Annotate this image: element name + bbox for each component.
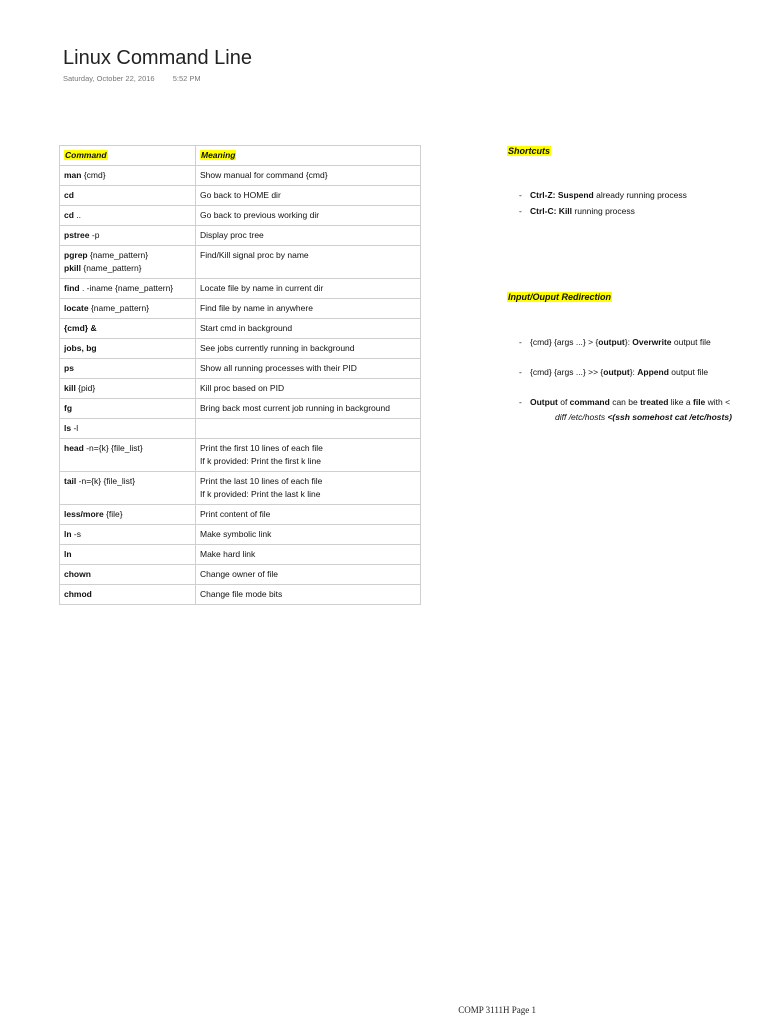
command-line xyxy=(64,342,191,355)
command-text-part: locate xyxy=(64,303,89,313)
meaning-cell xyxy=(196,319,421,339)
redirection-part: Append xyxy=(637,367,669,377)
shortcuts-heading xyxy=(507,146,551,156)
shortcut-part: Ctrl-C: Kill xyxy=(530,206,573,216)
command-line xyxy=(64,282,191,295)
table-row xyxy=(60,299,421,319)
command-line xyxy=(64,588,191,601)
table-row xyxy=(60,399,421,419)
meaning-cell xyxy=(196,565,421,585)
meaning-cell xyxy=(196,166,421,186)
bullet-dash: - xyxy=(519,397,522,407)
meaning-text: Make symbolic link xyxy=(200,529,272,539)
table-row xyxy=(60,419,421,439)
meaning-cell xyxy=(196,359,421,379)
redirection-item xyxy=(519,367,708,377)
command-cell xyxy=(60,419,196,439)
meaning-text: Start cmd in background xyxy=(200,323,293,333)
meaning-text: Find file by name in anywhere xyxy=(200,303,313,313)
command-cell xyxy=(60,299,196,319)
command-line xyxy=(64,229,191,242)
table-row xyxy=(60,379,421,399)
command-text-part: -p xyxy=(89,230,100,240)
command-text-part: {file} xyxy=(103,509,123,519)
table-row xyxy=(60,472,421,505)
command-cell xyxy=(60,505,196,525)
shortcut-item xyxy=(519,206,635,216)
redirection-part: }: xyxy=(629,367,638,377)
commands-table xyxy=(59,145,421,605)
command-text-part: {pid} xyxy=(75,383,96,393)
table-row xyxy=(60,545,421,565)
meaning-cell xyxy=(196,545,421,565)
header-command: Command xyxy=(65,150,107,160)
command-text-part: ps xyxy=(64,363,74,373)
command-text-part: -n={k} {file_list} xyxy=(83,443,143,453)
table-row xyxy=(60,359,421,379)
command-cell xyxy=(60,565,196,585)
redirection-example-part: diff /etc/hosts xyxy=(555,412,608,422)
command-text-part: {cmd} xyxy=(81,170,106,180)
command-cell xyxy=(60,359,196,379)
shortcut-item xyxy=(519,190,687,200)
redirection-part: can be xyxy=(609,397,641,407)
command-text-part: -n={k} {file_list} xyxy=(76,476,136,486)
command-text-part: cd xyxy=(64,210,74,220)
meaning-text: Show all running processes with their PID xyxy=(200,363,357,373)
command-text-part: -s xyxy=(71,529,82,539)
command-cell xyxy=(60,439,196,472)
command-text-part: {cmd} & xyxy=(64,323,97,333)
table-row xyxy=(60,585,421,605)
bullet-dash: - xyxy=(519,190,522,200)
command-text-part: {name_pattern} xyxy=(81,263,142,273)
redirection-part: output xyxy=(598,337,625,347)
command-cell xyxy=(60,226,196,246)
command-line xyxy=(64,189,191,202)
command-cell xyxy=(60,545,196,565)
redirection-part: Overwrite xyxy=(632,337,672,347)
table-row xyxy=(60,505,421,525)
shortcuts-heading-text: Shortcuts xyxy=(508,146,551,156)
page-footer: COMP 3111H Page 1 xyxy=(458,1005,536,1015)
meaning-text: Go back to previous working dir xyxy=(200,210,320,220)
command-text-part: chown xyxy=(64,569,91,579)
table-row xyxy=(60,246,421,279)
meaning-cell xyxy=(196,525,421,545)
command-cell xyxy=(60,279,196,299)
header-meaning: Meaning xyxy=(201,150,236,160)
command-text-part: chmod xyxy=(64,589,92,599)
command-text-part: ln xyxy=(64,529,72,539)
meaning-cell xyxy=(196,246,421,279)
table-row xyxy=(60,166,421,186)
shortcut-part: running process xyxy=(572,206,635,216)
command-text-part: .. xyxy=(73,210,82,220)
table-row xyxy=(60,565,421,585)
command-text-part: head xyxy=(64,443,84,453)
table-row xyxy=(60,226,421,246)
command-text-part: {name_pattern} xyxy=(88,303,150,313)
redirection-part: Output xyxy=(530,397,558,407)
command-cell xyxy=(60,206,196,226)
meaning-cell xyxy=(196,226,421,246)
meaning-cell xyxy=(196,399,421,419)
command-line xyxy=(64,362,191,375)
redirection-part: with < xyxy=(705,397,731,407)
redirection-part: file xyxy=(693,397,706,407)
table-row xyxy=(60,319,421,339)
command-line xyxy=(64,548,191,561)
command-line xyxy=(64,442,191,455)
command-text-part: ls xyxy=(64,423,72,433)
meaning-cell xyxy=(196,472,421,505)
table-row xyxy=(60,279,421,299)
meaning-text: Print content of file xyxy=(200,509,271,519)
redirection-example xyxy=(555,412,732,422)
command-cell xyxy=(60,166,196,186)
meaning-text: Print the last 10 lines of each file xyxy=(200,476,323,486)
table-row xyxy=(60,439,421,472)
command-text-part: ln xyxy=(64,549,72,559)
command-line xyxy=(64,475,191,488)
command-text-part: jobs, bg xyxy=(64,343,97,353)
command-text-part: pstree xyxy=(64,230,90,240)
meaning-text: Kill proc based on PID xyxy=(200,383,285,393)
redirection-heading-text: Input/Ouput Redirection xyxy=(508,292,611,302)
meaning-text: Change owner of file xyxy=(200,569,278,579)
command-text-part: kill xyxy=(64,383,76,393)
table-row xyxy=(60,525,421,545)
command-text-part: less/more xyxy=(64,509,104,519)
table-row xyxy=(60,339,421,359)
command-line xyxy=(64,322,191,335)
meaning-text: See jobs currently running in background xyxy=(200,343,355,353)
shortcut-part: Ctrl-Z: Suspend xyxy=(530,190,594,200)
command-cell xyxy=(60,472,196,505)
command-text-part: pgrep xyxy=(64,250,88,260)
meaning-cell xyxy=(196,186,421,206)
command-text-part: man xyxy=(64,170,82,180)
command-cell xyxy=(60,379,196,399)
page-time: 5:52 PM xyxy=(172,74,201,83)
command-text-part: . -iname {name_pattern} xyxy=(79,283,174,293)
page-date: Saturday, October 22, 2016 xyxy=(63,74,155,83)
meaning-text: Print the first 10 lines of each file xyxy=(200,443,323,453)
redirection-part: command xyxy=(569,397,610,407)
command-line xyxy=(64,402,191,415)
meaning-text: Bring back most current job running in background xyxy=(200,403,390,413)
command-cell xyxy=(60,585,196,605)
command-text-part: cd xyxy=(64,190,74,200)
shortcut-part: already running process xyxy=(593,190,687,200)
meaning-text: Display proc tree xyxy=(200,230,264,240)
command-text-part: {name_pattern} xyxy=(87,250,149,260)
command-text-part: fg xyxy=(64,403,73,413)
command-text-part: tail xyxy=(64,476,77,486)
command-line xyxy=(64,302,191,315)
redirection-part: {cmd} {args ...} > { xyxy=(530,337,599,347)
redirection-example-part: <(ssh somehost cat /etc/hosts) xyxy=(607,412,732,422)
page-meta xyxy=(63,74,201,83)
redirection-heading xyxy=(507,292,612,302)
meaning-cell xyxy=(196,379,421,399)
bullet-dash: - xyxy=(519,367,522,377)
table-row xyxy=(60,206,421,226)
meaning-text: If k provided: Print the last k line xyxy=(200,489,321,499)
meaning-cell xyxy=(196,299,421,319)
meaning-cell xyxy=(196,419,421,439)
command-text-part: find xyxy=(64,283,80,293)
redirection-part: treated xyxy=(640,397,669,407)
table-row xyxy=(60,186,421,206)
meaning-text: Go back to HOME dir xyxy=(200,190,281,200)
meaning-text: Make hard link xyxy=(200,549,256,559)
command-text-part: pkill xyxy=(64,263,82,273)
page-title: Linux Command Line xyxy=(63,47,252,69)
meaning-text: Find/Kill signal proc by name xyxy=(200,250,309,260)
redirection-part: output xyxy=(603,367,630,377)
meaning-cell xyxy=(196,339,421,359)
command-line xyxy=(64,568,191,581)
redirection-part: output file xyxy=(671,337,711,347)
redirection-part: {cmd} {args ...} >> { xyxy=(530,367,604,377)
meaning-text: Locate file by name in current dir xyxy=(200,283,324,293)
command-line xyxy=(64,249,191,262)
bullet-dash: - xyxy=(519,337,522,347)
meaning-cell xyxy=(196,279,421,299)
redirection-item xyxy=(519,337,711,347)
command-cell xyxy=(60,399,196,419)
command-cell xyxy=(60,186,196,206)
meaning-text: Change file mode bits xyxy=(200,589,283,599)
table-header-row xyxy=(60,146,421,166)
command-line xyxy=(64,528,191,541)
redirection-part: }: xyxy=(624,337,633,347)
command-line xyxy=(64,422,191,435)
command-cell xyxy=(60,246,196,279)
redirection-item xyxy=(519,397,730,407)
meaning-cell xyxy=(196,206,421,226)
meaning-cell xyxy=(196,439,421,472)
command-cell xyxy=(60,525,196,545)
meaning-cell xyxy=(196,505,421,525)
redirection-part: like a xyxy=(668,397,693,407)
meaning-text: If k provided: Print the first k line xyxy=(200,456,321,466)
header-command-cell xyxy=(60,146,196,166)
command-line xyxy=(64,209,191,222)
command-line xyxy=(64,169,191,182)
command-line xyxy=(64,262,191,275)
command-line xyxy=(64,382,191,395)
bullet-dash: - xyxy=(519,206,522,216)
redirection-part: of xyxy=(557,397,570,407)
command-cell xyxy=(60,319,196,339)
meaning-text: Show manual for command {cmd} xyxy=(200,170,328,180)
command-text-part: -l xyxy=(71,423,79,433)
command-line xyxy=(64,508,191,521)
redirection-part: output file xyxy=(668,367,709,377)
meaning-cell xyxy=(196,585,421,605)
command-cell xyxy=(60,339,196,359)
header-meaning-cell xyxy=(196,146,421,166)
